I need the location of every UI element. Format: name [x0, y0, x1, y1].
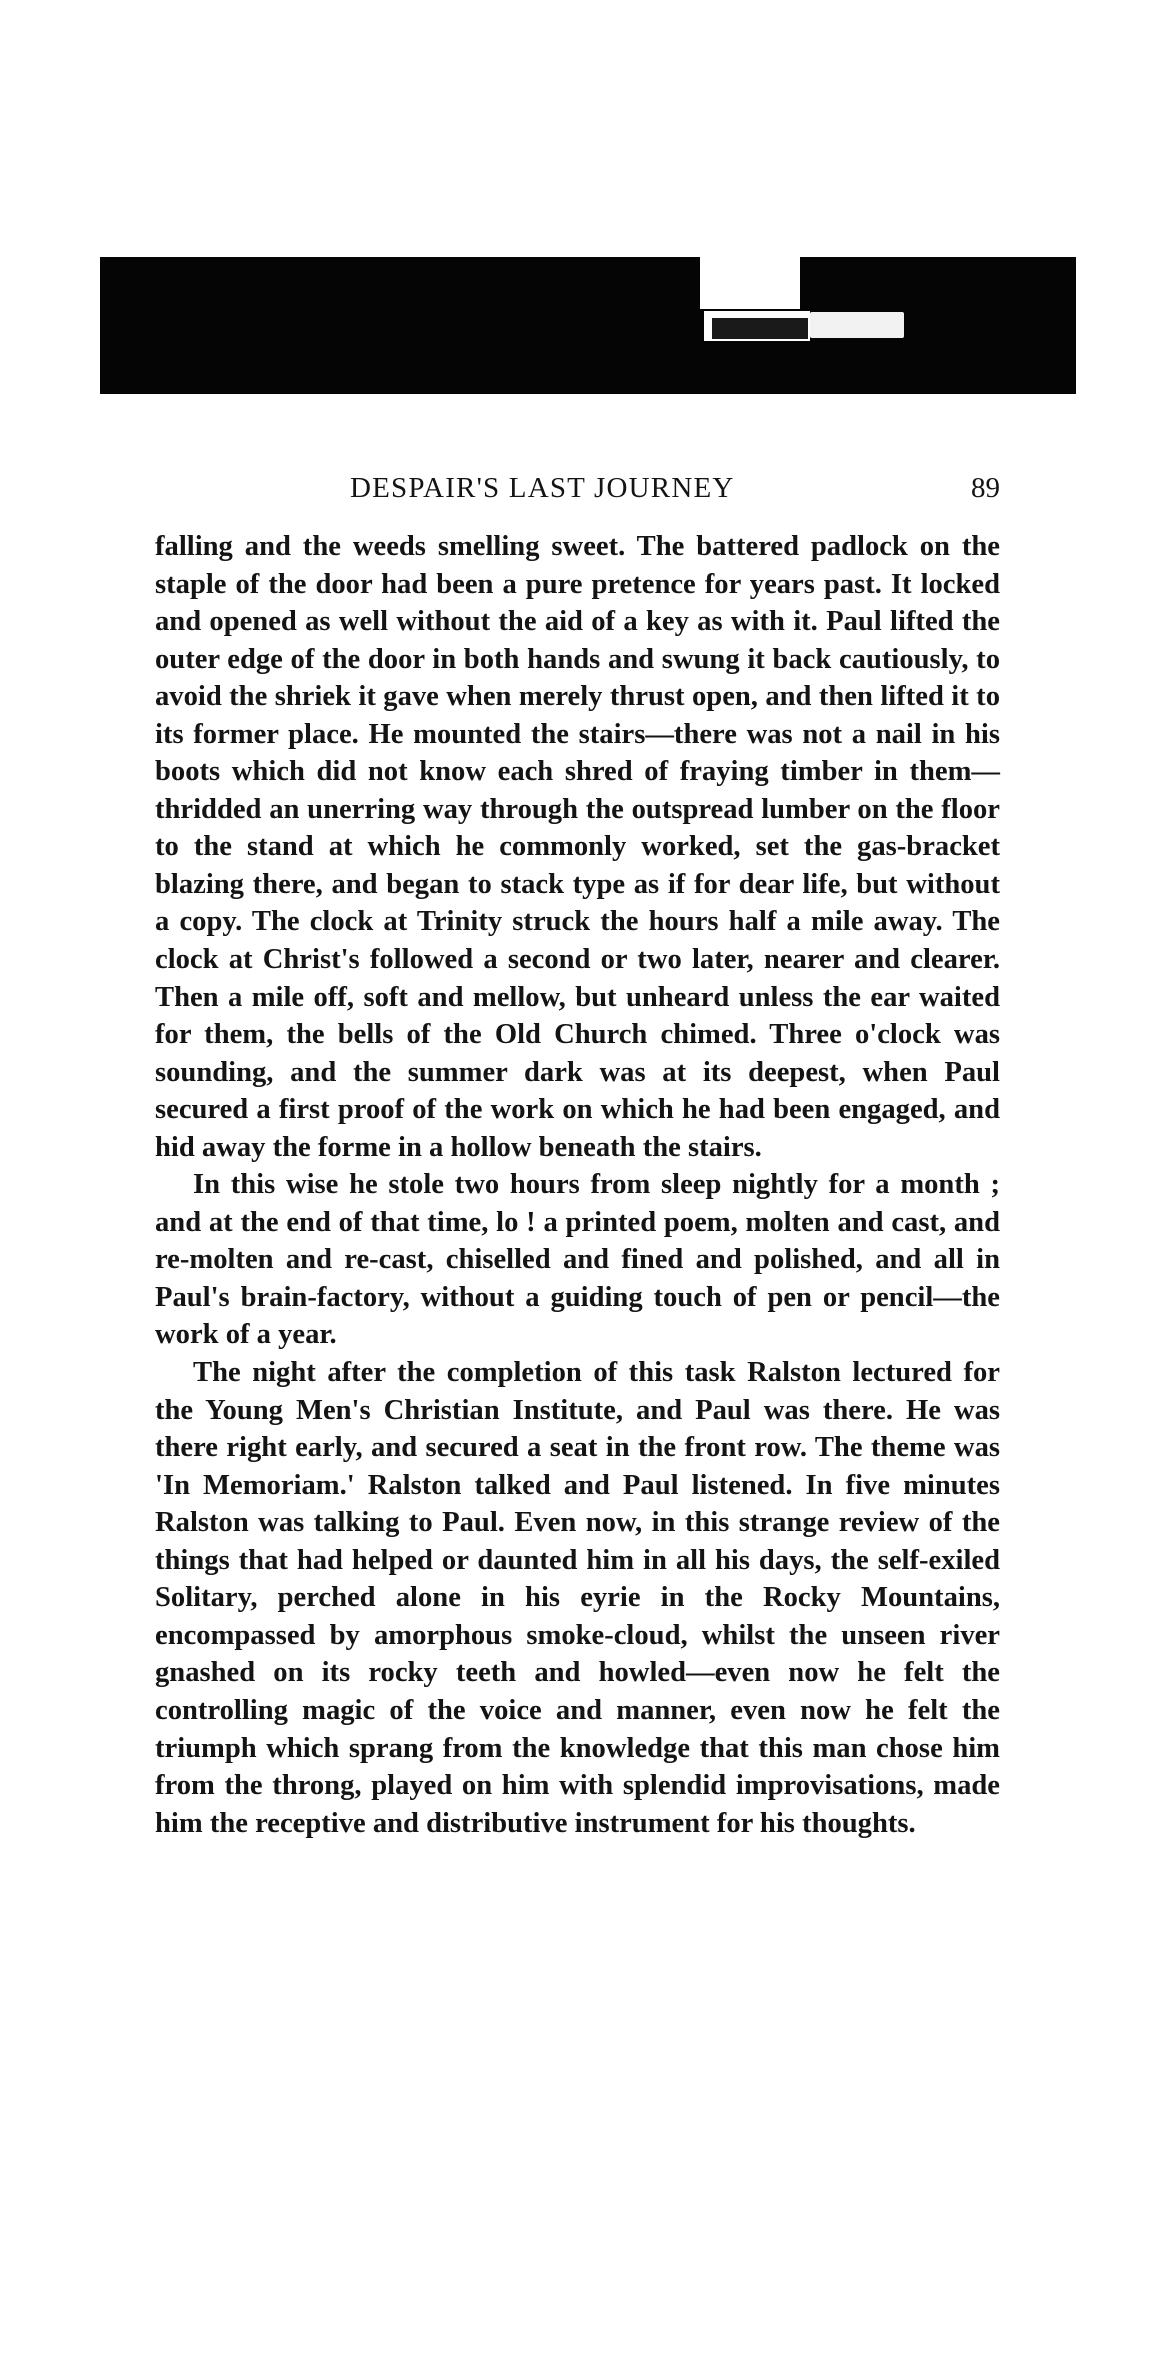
running-title: DESPAIR'S LAST JOURNEY: [350, 472, 735, 504]
scan-notch: [700, 257, 800, 309]
scan-slot: [810, 312, 904, 338]
running-head: [155, 472, 1000, 512]
scan-redaction-bar: [100, 257, 1076, 394]
body-text: [155, 528, 1000, 1842]
paragraph-2: In this wise he stole two hours from sleep nightly for a month ; and at the end of that time, lo ! a printed poem, molten and cast, and re-molten and re-cast, chiselled and fined and polished, and all in Paul's brain-factory, without a guiding touch of pen or pencil—the work of a year.: [155, 1169, 1000, 1351]
paragraph-1: falling and the weeds smelling sweet. The battered padlock on the staple of the door had been a pure pretence for years past. It locked and opened as well without the aid of a key as with it. Paul lifted the outer edge of the door in both hands and swung it back cautiously, to avoid the shriek it gave when merely thrust open, and then lifted it to its former place. He mounted the stairs—there was not a nail in his boots which did not know each shred of fraying timber in them—thridded an unerring way through the outspread lumber on the floor to the stand at which he commonly worked, set the gas-bracket blazing there, and began to stack type as if for dear life, but without a copy. The clock at Trinity struck the hours half a mile away. The clock at Christ's followed a second or two later, nearer and clearer. Then a mile off, soft and mellow, but unheard unless the ear waited for them, the bells of the Old Church chimed. Three o'clock was sounding, and the summer dark was at its deepest, when Paul secured a first proof of the work on which he had been engaged, and hid away the forme in a hollow beneath the stairs.: [155, 531, 1000, 1163]
page-number: 89: [971, 472, 1000, 504]
paragraph-3: The night after the completion of this task Ralston lectured for the Young Men's Christian Institute, and Paul was there. He was there right early, and secured a seat in the front row. The theme was 'In Memoriam.' Ralston talked and Paul listened. In five minutes Ralston was talking to Paul. Even now, in this strange review of the things that had helped or daunted him in all his days, the self-exiled Solitary, perched alone in his eyrie in the Rocky Mountains, encompassed by amorphous smoke-cloud, whilst the unseen river gnashed on its rocky teeth and howled—even now he felt the controlling magic of the voice and manner, even now he felt the triumph which sprang from the knowledge that this man chose him from the throng, played on him with splendid improvisations, made him the receptive and distributive instrument for his thoughts.: [155, 1357, 1000, 1839]
scan-ledge-shadow: [712, 318, 808, 339]
